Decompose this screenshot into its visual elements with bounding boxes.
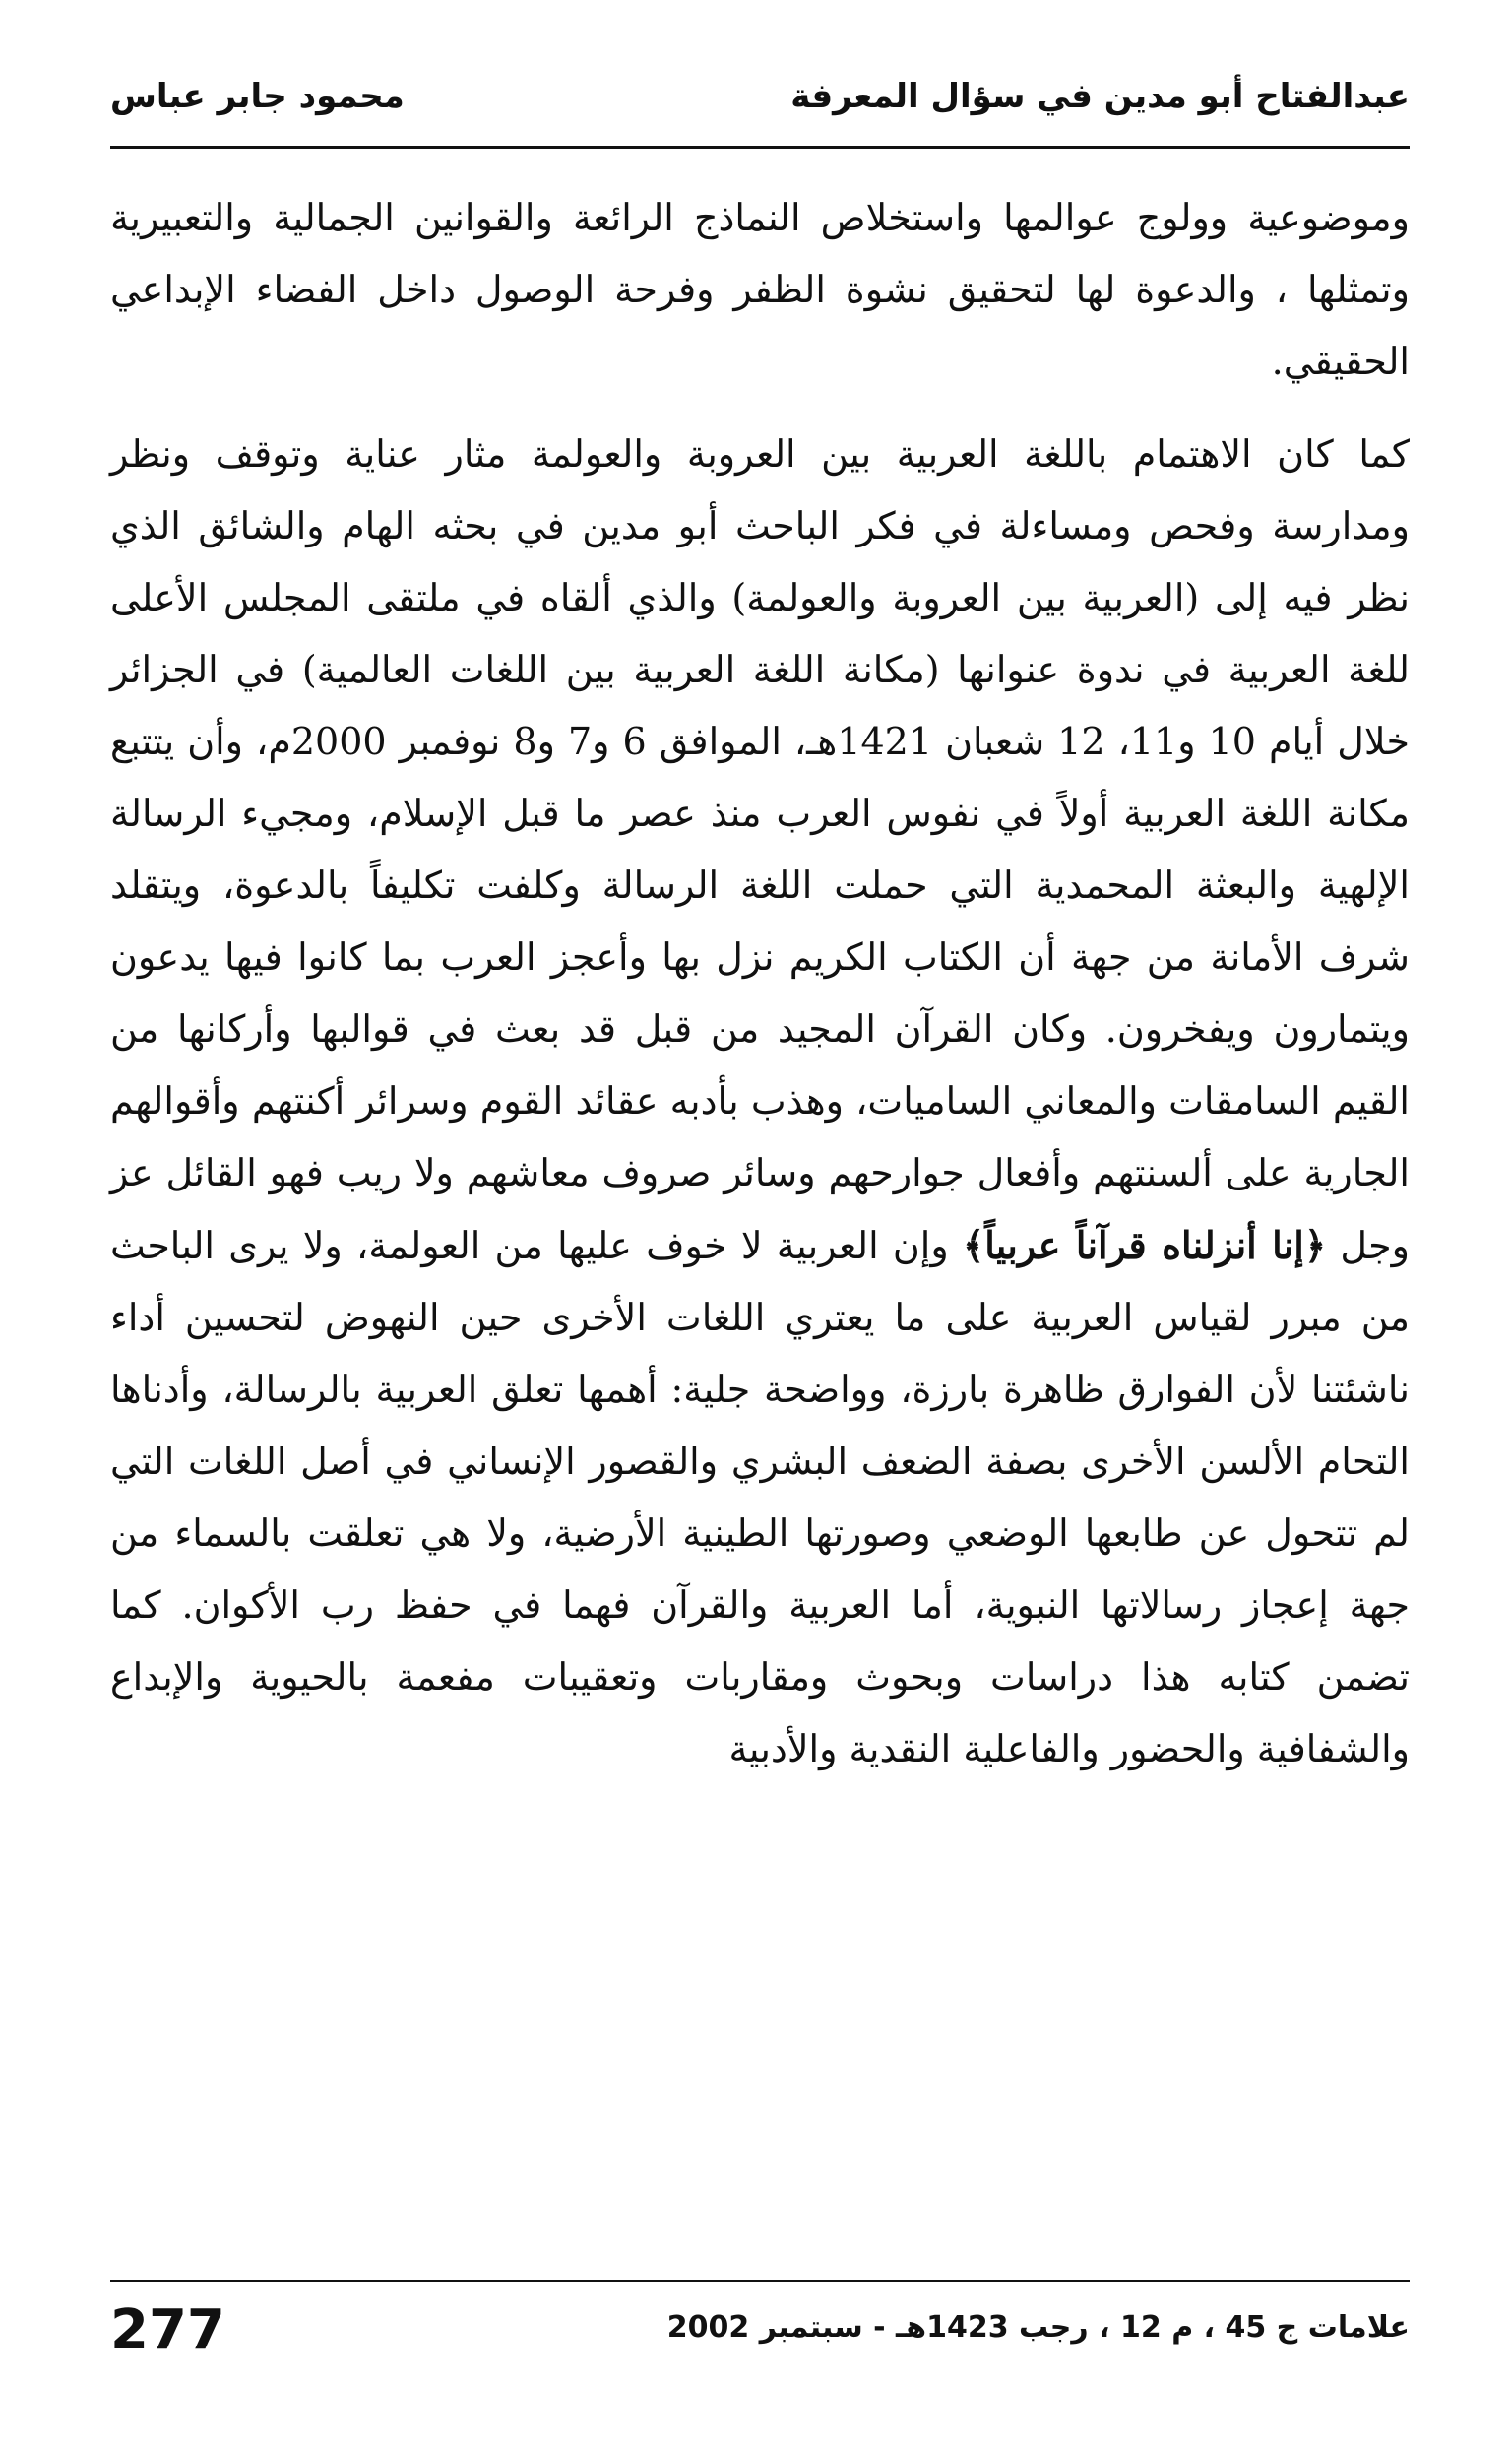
journal-issue-info: علامات ج 45 ، م 12 ، رجب 1423هـ - سبتمبر 2002 (666, 2310, 1410, 2345)
paragraph-2 (110, 418, 1410, 1785)
page-number: 277 (110, 2298, 225, 2362)
author-name: محمود جابر عباس (110, 77, 405, 116)
paragraph-1: وموضوعية وولوج عوالمها واستخلاص النماذج الرائعة والقوانين الجمالية والتعبيرية وتمثلها ، والدعوة لها لتحقيق نشوة الظفر وفرحة الوصول داخل الفضاء الإبداعي الحقيقي. (110, 196, 1410, 383)
footer-rule (110, 2280, 1410, 2282)
running-header (110, 57, 1410, 126)
quran-quote: ﴿إنا أنزلناه قرآناً عربياً﴾ (962, 1223, 1327, 1267)
header-rule (110, 146, 1410, 149)
page-footer (110, 2298, 1410, 2383)
article-body (110, 182, 1410, 1785)
paragraph-2-text-after-quote: وإن العربية لا خوف عليها من العولمة، ولا يرى الباحث من مبرر لقياس العربية على ما يعتري اللغات الأخرى حين النهوض لتحسين أداء ناشئتنا لأن الفوارق ظاهرة بارزة، وواضحة جلية: أهمها تعلق العربية بالرسالة، وأدناها التحام الألسن الأخرى بصفة الضعف البشري والقصور الإنساني في أصل اللغات التي لم تتحول عن طابعها الوضعي وصورتها الطينية الأرضية، ولا هي تعلقت بالسماء من جهة إعجاز رسالاتها النبوية، أما العربية والقرآن فهما في حفظ رب الأكوان. كما تضمن كتابه هذا دراسات وبحوث ومقاربات وتعقيبات مفعمة بالحيوية والإبداع والشفافية والحضور والفاعلية النقدية والأدبية (110, 1224, 1410, 1770)
article-title: عبدالفتاح أبو مدين في سؤال المعرفة (790, 77, 1410, 116)
paragraph-2-text-before-quote: كما كان الاهتمام باللغة العربية بين العروبة والعولمة مثار عناية وتوقف ونظر ومدارسة وفحص ومساءلة في فكر الباحث أبو مدين في بحثه الهام والشائق الذي نظر فيه إلى (العربية بين العروبة والعولمة) والذي ألقاه في ملتقى المجلس الأعلى للغة العربية في ندوة عنوانها (مكانة اللغة العربية بين اللغات العالمية) في الجزائر خلال أيام 10 و11، 12 شعبان 1421هـ، الموافق 6 و7 و8 نوفمبر 2000م، وأن يتتبع مكانة اللغة العربية أولاً في نفوس العرب منذ عصر ما قبل الإسلام، ومجيء الرسالة الإلهية والبعثة المحمدية التي حملت اللغة الرسالة وكلفت تكليفاً بالدعوة، ويتقلد شرف الأمانة من جهة أن الكتاب الكريم نزل بها وأعجز العرب بما كانوا فيها يدعون ويتمارون ويفخرون. وكان القرآن المجيد من قبل قد بعث في قوالبها وأركانها من القيم السامقات والمعاني الساميات، وهذب بأدبه عقائد القوم وسرائر أكنتهم وأقوالهم الجارية على ألسنتهم وأفعال جوارحهم وسائر صروف معاشهم ولا ريب فهو القائل عز وجل (110, 432, 1411, 1267)
